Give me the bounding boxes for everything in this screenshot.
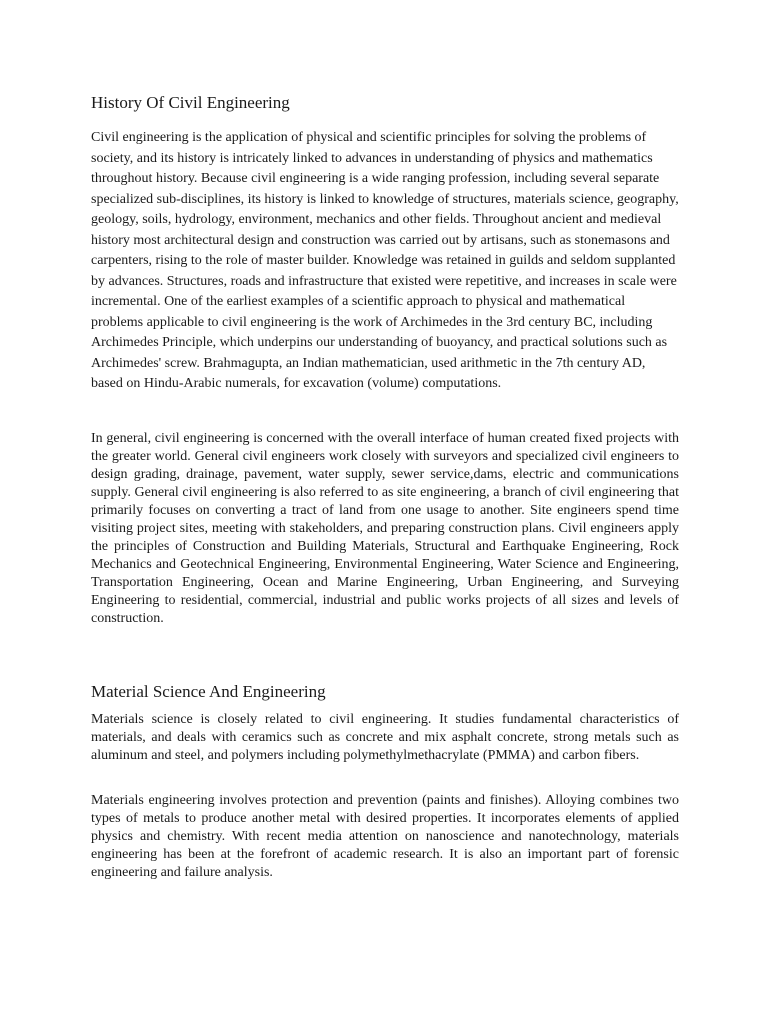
paragraph-materials-engineering: Materials engineering involves protection and prevention (paints and finishes). Alloying combines two types of metals to produce another metal with desired properties. It incorporates elements of applied physics and chemistry. With recent media attention on nanoscience and nanotechnology, materials engineering has been at the forefront of academic research. It is also an important part of forensic engineering and failure analysis. [91, 793, 679, 880]
paragraph-history-intro: Civil engineering is the application of physical and scientific principles for solving the problems of society, and its history is intricately linked to advances in understanding of physics and mathematics throughout history. Because civil engineering is a wide ranging profession, including several separate specialized sub-disciplines, its history is linked to knowledge of structures, materials science, geography, geology, soils, hydrology, environment, mechanics and other fields. Throughout ancient and medieval history most architectural design and construction was carried out by artisans, such as stonemasons and carpenters, rising to the role of master builder. Knowledge was retained in guilds and seldom supplanted by advances. Structures, roads and infrastructure that existed were repetitive, and increases in scale were incremental. One of the earliest examples of a scientific approach to physical and mathematical problems applicable to civil engineering is the work of Archimedes in the 3rd century BC, including Archimedes Principle, which underpins our understanding of buoyancy, and practical solutions such as Archimedes' screw. Brahmagupta, an Indian mathematician, used arithmetic in the 7th century AD, based on Hindu-Arabic numerals, for excavation (volume) computations. [91, 130, 679, 391]
paragraph-civil-engineering-general: In general, civil engineering is concerned with the overall interface of human created fixed projects with the greater world. General civil engineers work closely with surveyors and specialized civil engineers to design grading, drainage, pavement, water supply, sewer service,dams, electric and communications supply. General civil engineering is also referred to as site engineering, a branch of civil engineering that primarily focuses on converting a tract of land from one usage to another. Site engineers spend time visiting project sites, meeting with stakeholders, and preparing construction plans. Civil engineers apply the principles of Construction and Building Materials, Structural and Earthquake Engineering, Rock Mechanics and Geotechnical Engineering, Environmental Engineering, Water Science and Engineering, Transportation Engineering, Ocean and Marine Engineering, Urban Engineering, and Surveying Engineering to residential, commercial, industrial and public works projects of all sizes and levels of construction. [91, 431, 679, 626]
section-heading-material-science: Material Science And Engineering [91, 682, 326, 701]
paragraph-materials-science: Materials science is closely related to civil engineering. It studies fundamental characteristics of materials, and deals with ceramics such as concrete and mix asphalt concrete, strong metals such as aluminum and steel, and polymers including polymethylmethacrylate (PMMA) and carbon fibers. [91, 712, 679, 763]
section-heading-history: History Of Civil Engineering [91, 93, 290, 112]
